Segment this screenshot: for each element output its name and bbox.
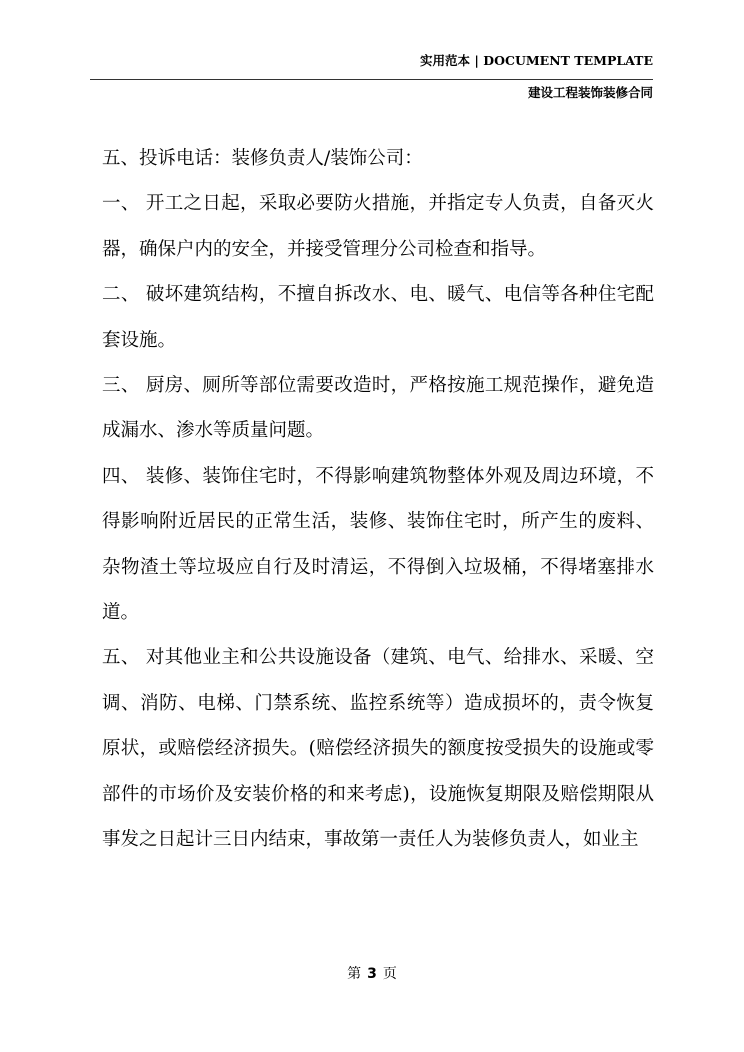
header-divider — [90, 79, 653, 80]
paragraph-clause-4: 四、 装修、装饰住宅时，不得影响建筑物整体外观及周边环境，不得影响附近居民的正常生活，装修、装饰住宅时，所产生的废料、杂物渣土等垃圾应自行及时清运，不得倒入垃圾桶，不得堵塞排水道。 — [102, 465, 654, 624]
paragraph-clause-2: 二、 破坏建筑结构，不擅自拆改水、电、暖气、电信等各种住宅配套设施。 — [102, 284, 654, 351]
page-footer — [0, 964, 744, 984]
page-number: 3 — [367, 966, 377, 982]
paragraph-complaint-phone: 五、投诉电话：装修负责人/装饰公司： — [102, 148, 423, 169]
page-number-suffix: 页 — [382, 966, 397, 982]
header-template-label: 实用范本 | DOCUMENT TEMPLATE — [420, 53, 653, 68]
page-number-prefix: 第 — [347, 966, 362, 982]
paragraph-clause-1: 一、 开工之日起，采取必要防火措施，并指定专人负责，自备灭火器，确保户内的安全，并接受管理分公司检查和指导。 — [102, 193, 654, 260]
header-document-title: 建设工程装饰装修合同 — [527, 85, 653, 100]
paragraph-clause-5: 五、 对其他业主和公共设施设备（建筑、电气、给排水、采暖、空调、消防、电梯、门禁系统、监控系统等）造成损坏的，责令恢复原状，或赔偿经济损失。(赔偿经济损失的额度按受损失的设施或零部件的市场价及安装价格的和来考虑)，设施恢复期限及赔偿期限从事发之日起计三日内结束，事故第一责任人为装修负责人，如业主 — [102, 647, 654, 851]
document-body — [102, 136, 654, 863]
page-header — [90, 50, 653, 104]
paragraph-clause-3: 三、 厨房、厕所等部位需要改造时，严格按施工规范操作，避免造成漏水、渗水等质量问题。 — [102, 375, 654, 442]
